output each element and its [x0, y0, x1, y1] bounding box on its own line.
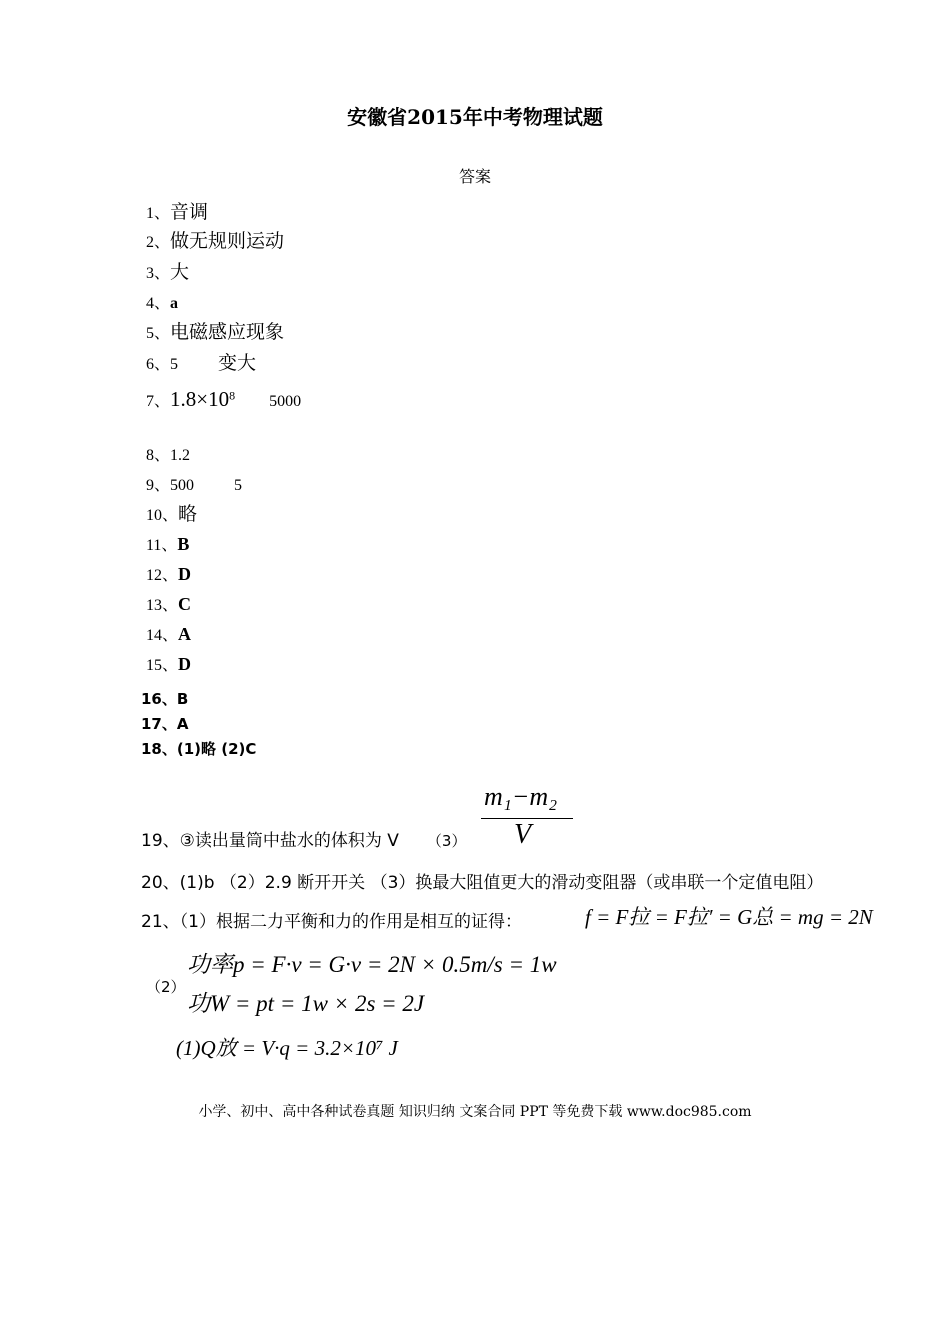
answer-11: 11、B — [146, 534, 190, 554]
answer-15: 15、D — [146, 654, 192, 674]
footer-text: 小学、初中、高中各种试卷真题 知识归纳 文案合同 PPT 等免费下载 www.doc985.com — [198, 1104, 752, 1120]
equation-force: f = F拉 = F拉′ = G总 = mg = 2N — [585, 905, 873, 929]
page-title: 安徽省2015年中考物理试题 — [347, 105, 603, 129]
answer-20: 20、(1)b （2）2.9 断开开关 （3）换最大阻值更大的滑动变阻器（或串联一个定值电阻） — [141, 873, 824, 893]
answer-14: 14、A — [146, 624, 192, 644]
answer-2: 2、做无规则运动 — [146, 230, 285, 252]
fraction-numerator: m₁−m₂ — [484, 782, 558, 811]
equation-power: 功率p = F·v = G·v = 2N × 0.5m/s = 1w — [187, 952, 557, 977]
answer-10: 10、略 — [146, 503, 198, 525]
answer-18: 18、(1)略 (2)C — [141, 740, 257, 758]
answer-1: 1、音调 — [146, 201, 209, 223]
answer-16: 16、B — [141, 690, 189, 708]
answer-17: 17、A — [141, 715, 189, 733]
answer-4: 4、a — [146, 295, 179, 312]
answer-12: 12、D — [146, 564, 192, 584]
answer-8: 8、1.2 — [146, 447, 191, 464]
answer-21-part-2: （2） — [146, 978, 186, 996]
answer-6: 6、5 变大 — [146, 352, 257, 374]
answer-21: 21、（1）根据二力平衡和力的作用是相互的证得： — [141, 912, 522, 932]
page-subtitle: 答案 — [458, 167, 491, 186]
answer-3: 3、大 — [146, 261, 190, 283]
equation-heat: (1)Q放 = V·q = 3.2×10⁷ J — [176, 1036, 398, 1060]
answer-9: 9、500 5 — [146, 477, 243, 494]
fraction-denominator: V — [514, 819, 532, 850]
answer-7: 7、$1.8\times 10^8$ 5000 — [146, 387, 302, 411]
equation-work: 功W = pt = 1w × 2s = 2J — [187, 991, 425, 1016]
answer-19: 19、③读出量筒中盐水的体积为 V （3） — [141, 831, 467, 851]
answer-5: 5、电磁感应现象 — [146, 321, 285, 343]
answer-13: 13、C — [146, 594, 192, 614]
